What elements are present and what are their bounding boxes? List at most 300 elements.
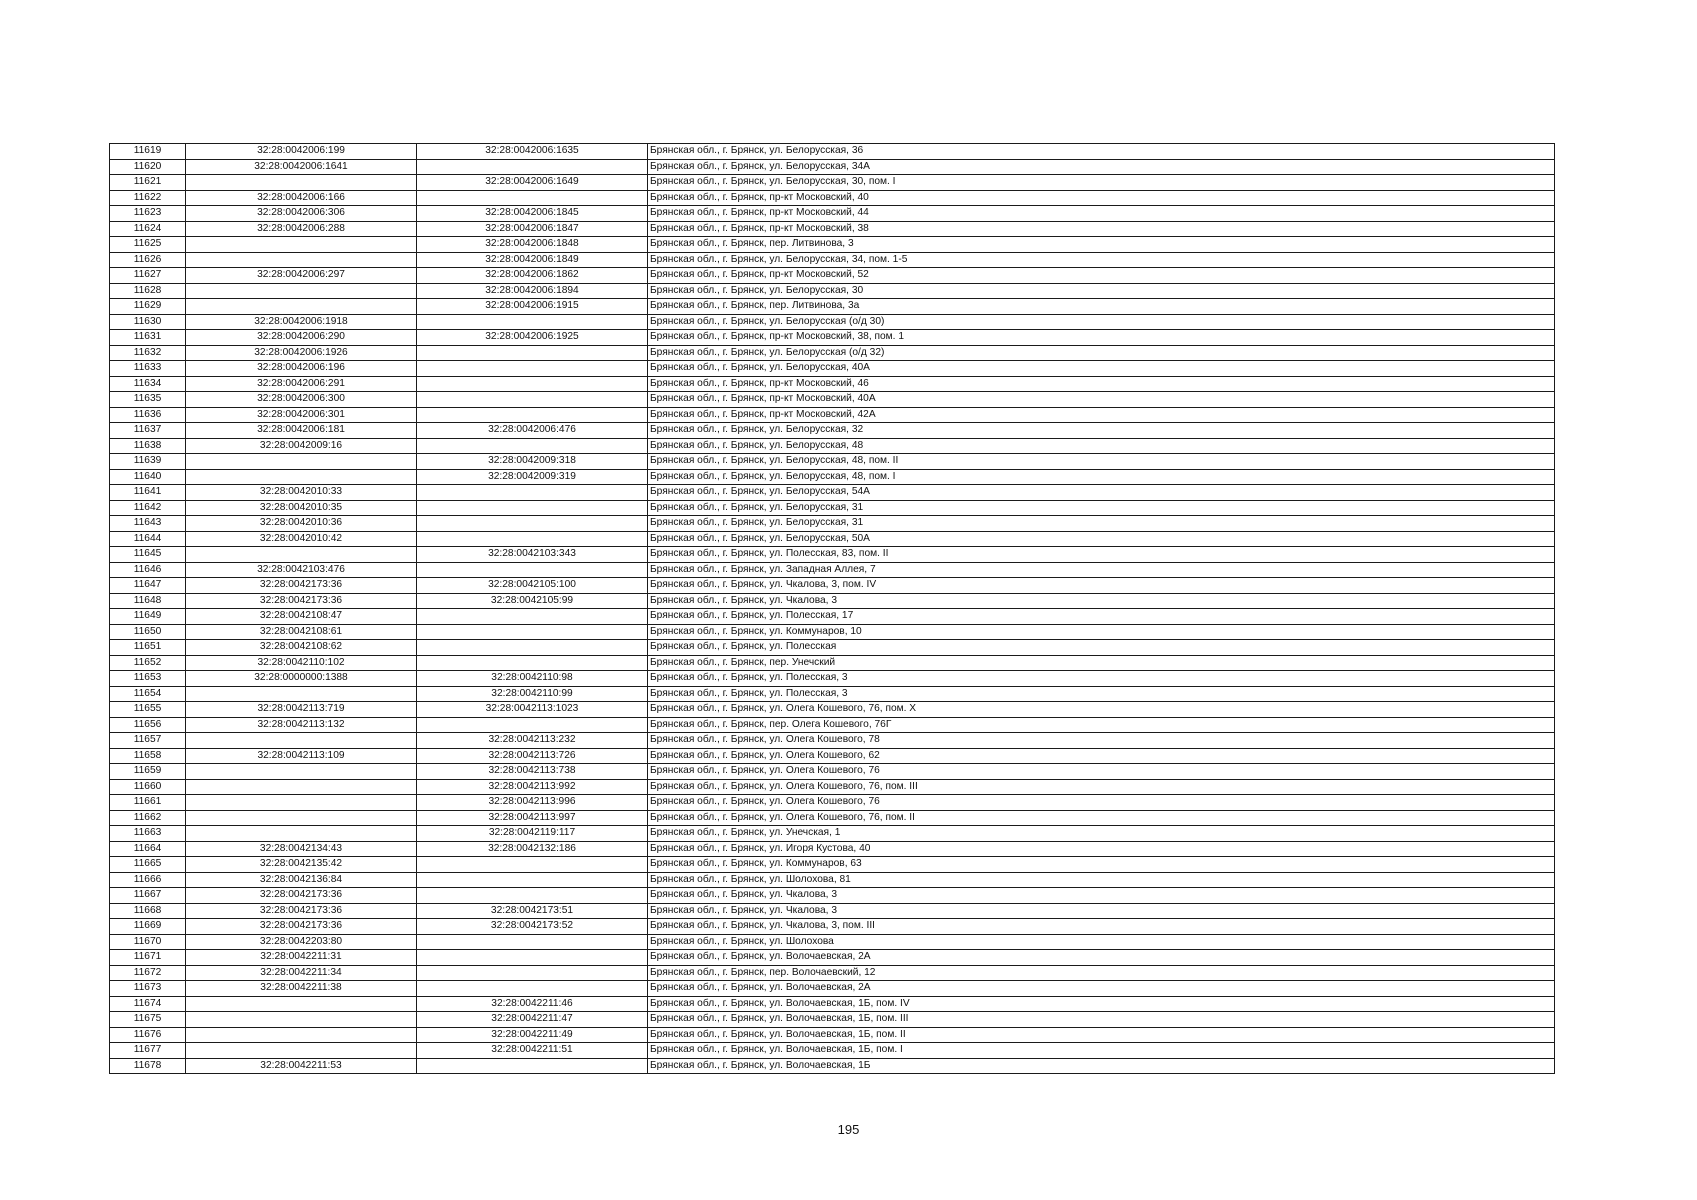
address-cell: Брянская обл., г. Брянск, ул. Белорусская (о/д 32)	[648, 345, 1555, 361]
table-row	[110, 903, 1555, 919]
row-number-cell: 11623	[110, 206, 186, 222]
address-cell: Брянская обл., г. Брянск, ул. Полесская	[648, 640, 1555, 656]
related-cadastral-number-cell: 32:28:0042006:1635	[417, 144, 648, 160]
table-row	[110, 609, 1555, 625]
cadastral-number-cell: 32:28:0042113:109	[186, 748, 417, 764]
address-cell: Брянская обл., г. Брянск, ул. Чкалова, 3, пом. IV	[648, 578, 1555, 594]
address-cell: Брянская обл., г. Брянск, ул. Олега Кошевого, 76	[648, 795, 1555, 811]
table-row	[110, 872, 1555, 888]
related-cadastral-number-cell	[417, 531, 648, 547]
address-cell: Брянская обл., г. Брянск, ул. Волочаевская, 1Б, пом. I	[648, 1043, 1555, 1059]
address-cell: Брянская обл., г. Брянск, пр-кт Московский, 46	[648, 376, 1555, 392]
table-row	[110, 423, 1555, 439]
related-cadastral-number-cell	[417, 965, 648, 981]
table-row	[110, 779, 1555, 795]
table-row	[110, 671, 1555, 687]
table-row	[110, 841, 1555, 857]
page-number: 195	[837, 1122, 860, 1137]
cadastral-number-cell: 32:28:0042136:84	[186, 872, 417, 888]
table-row	[110, 190, 1555, 206]
row-number-cell: 11636	[110, 407, 186, 423]
address-cell: Брянская обл., г. Брянск, пер. Олега Кошевого, 76Г	[648, 717, 1555, 733]
row-number-cell: 11651	[110, 640, 186, 656]
cadastral-number-cell: 32:28:0042006:1918	[186, 314, 417, 330]
address-cell: Брянская обл., г. Брянск, ул. Белорусская, 32	[648, 423, 1555, 439]
row-number-cell: 11646	[110, 562, 186, 578]
related-cadastral-number-cell	[417, 392, 648, 408]
address-cell: Брянская обл., г. Брянск, ул. Белорусская, 54А	[648, 485, 1555, 501]
cadastral-number-cell: 32:28:0042006:291	[186, 376, 417, 392]
row-number-cell: 11667	[110, 888, 186, 904]
related-cadastral-number-cell: 32:28:0042006:476	[417, 423, 648, 439]
cadastral-number-cell: 32:28:0042006:1641	[186, 159, 417, 175]
related-cadastral-number-cell	[417, 361, 648, 377]
related-cadastral-number-cell	[417, 562, 648, 578]
table-row	[110, 965, 1555, 981]
row-number-cell: 11632	[110, 345, 186, 361]
related-cadastral-number-cell: 32:28:0042113:232	[417, 733, 648, 749]
cadastral-number-cell: 32:28:0042006:306	[186, 206, 417, 222]
table-row	[110, 810, 1555, 826]
address-cell: Брянская обл., г. Брянск, ул. Белорусская, 31	[648, 500, 1555, 516]
related-cadastral-number-cell: 32:28:0042113:726	[417, 748, 648, 764]
cadastral-number-cell: 32:28:0042173:36	[186, 593, 417, 609]
table-row	[110, 516, 1555, 532]
row-number-cell: 11630	[110, 314, 186, 330]
cadastral-number-cell	[186, 237, 417, 253]
address-cell: Брянская обл., г. Брянск, ул. Волочаевская, 1Б, пом. II	[648, 1027, 1555, 1043]
table-row	[110, 500, 1555, 516]
row-number-cell: 11622	[110, 190, 186, 206]
address-cell: Брянская обл., г. Брянск, ул. Белорусская (о/д 30)	[648, 314, 1555, 330]
cadastral-number-cell: 32:28:0042108:47	[186, 609, 417, 625]
cadastral-number-cell	[186, 469, 417, 485]
address-cell: Брянская обл., г. Брянск, ул. Белорусская, 34, пом. 1-5	[648, 252, 1555, 268]
related-cadastral-number-cell: 32:28:0042006:1862	[417, 268, 648, 284]
row-number-cell: 11659	[110, 764, 186, 780]
related-cadastral-number-cell: 32:28:0042211:49	[417, 1027, 648, 1043]
related-cadastral-number-cell	[417, 857, 648, 873]
related-cadastral-number-cell: 32:28:0042009:319	[417, 469, 648, 485]
table-row	[110, 655, 1555, 671]
related-cadastral-number-cell: 32:28:0042105:100	[417, 578, 648, 594]
table-row	[110, 299, 1555, 315]
row-number-cell: 11643	[110, 516, 186, 532]
table-row	[110, 469, 1555, 485]
related-cadastral-number-cell	[417, 888, 648, 904]
row-number-cell: 11670	[110, 934, 186, 950]
address-cell: Брянская обл., г. Брянск, ул. Белорусская, 31	[648, 516, 1555, 532]
cadastral-number-cell: 32:28:0042211:53	[186, 1058, 417, 1074]
table-row	[110, 578, 1555, 594]
row-number-cell: 11661	[110, 795, 186, 811]
table-row	[110, 733, 1555, 749]
row-number-cell: 11634	[110, 376, 186, 392]
address-cell: Брянская обл., г. Брянск, пр-кт Московский, 52	[648, 268, 1555, 284]
related-cadastral-number-cell	[417, 950, 648, 966]
cadastral-number-cell	[186, 299, 417, 315]
row-number-cell: 11619	[110, 144, 186, 160]
related-cadastral-number-cell: 32:28:0042006:1894	[417, 283, 648, 299]
related-cadastral-number-cell: 32:28:0042113:738	[417, 764, 648, 780]
table-row	[110, 392, 1555, 408]
related-cadastral-number-cell	[417, 934, 648, 950]
address-cell: Брянская обл., г. Брянск, ул. Полесская, 83, пом. II	[648, 547, 1555, 563]
cadastral-number-cell: 32:28:0042009:16	[186, 438, 417, 454]
row-number-cell: 11657	[110, 733, 186, 749]
row-number-cell: 11649	[110, 609, 186, 625]
row-number-cell: 11638	[110, 438, 186, 454]
cadastral-number-cell: 32:28:0042006:290	[186, 330, 417, 346]
table-row	[110, 919, 1555, 935]
cadastral-number-cell	[186, 810, 417, 826]
table-row	[110, 702, 1555, 718]
cadastral-number-cell: 32:28:0042211:34	[186, 965, 417, 981]
table-row	[110, 175, 1555, 191]
address-cell: Брянская обл., г. Брянск, пр-кт Московский, 38	[648, 221, 1555, 237]
cadastral-number-cell	[186, 779, 417, 795]
address-cell: Брянская обл., г. Брянск, ул. Белорусская, 30	[648, 283, 1555, 299]
related-cadastral-number-cell: 32:28:0042211:46	[417, 996, 648, 1012]
row-number-cell: 11637	[110, 423, 186, 439]
related-cadastral-number-cell: 32:28:0042113:997	[417, 810, 648, 826]
cadastral-number-cell	[186, 795, 417, 811]
cadastral-number-cell: 32:28:0042006:181	[186, 423, 417, 439]
address-cell: Брянская обл., г. Брянск, ул. Волочаевская, 1Б, пом. IV	[648, 996, 1555, 1012]
related-cadastral-number-cell: 32:28:0042105:99	[417, 593, 648, 609]
cadastral-number-cell	[186, 175, 417, 191]
cadastral-number-cell: 32:28:0042110:102	[186, 655, 417, 671]
cadastral-number-cell: 32:28:0042006:199	[186, 144, 417, 160]
related-cadastral-number-cell: 32:28:0042113:992	[417, 779, 648, 795]
table-row	[110, 717, 1555, 733]
table-row	[110, 206, 1555, 222]
table-row	[110, 283, 1555, 299]
related-cadastral-number-cell	[417, 159, 648, 175]
row-number-cell: 11627	[110, 268, 186, 284]
cadastral-number-cell	[186, 1027, 417, 1043]
address-cell: Брянская обл., г. Брянск, ул. Олега Кошевого, 76, пом. III	[648, 779, 1555, 795]
related-cadastral-number-cell: 32:28:0042173:51	[417, 903, 648, 919]
row-number-cell: 11666	[110, 872, 186, 888]
address-cell: Брянская обл., г. Брянск, пер. Литвинова, 3	[648, 237, 1555, 253]
address-cell: Брянская обл., г. Брянск, ул. Белорусская, 36	[648, 144, 1555, 160]
table-row	[110, 314, 1555, 330]
cadastral-number-cell: 32:28:0042108:61	[186, 624, 417, 640]
address-cell: Брянская обл., г. Брянск, ул. Коммунаров, 10	[648, 624, 1555, 640]
related-cadastral-number-cell: 32:28:0042110:98	[417, 671, 648, 687]
table-row	[110, 624, 1555, 640]
cadastral-number-cell	[186, 252, 417, 268]
related-cadastral-number-cell: 32:28:0042006:1925	[417, 330, 648, 346]
related-cadastral-number-cell: 32:28:0042113:1023	[417, 702, 648, 718]
table-row	[110, 407, 1555, 423]
address-cell: Брянская обл., г. Брянск, ул. Волочаевская, 1Б, пом. III	[648, 1012, 1555, 1028]
related-cadastral-number-cell: 32:28:0042103:343	[417, 547, 648, 563]
cadastral-number-cell	[186, 733, 417, 749]
related-cadastral-number-cell	[417, 314, 648, 330]
table-row	[110, 438, 1555, 454]
table-row	[110, 748, 1555, 764]
row-number-cell: 11620	[110, 159, 186, 175]
address-cell: Брянская обл., г. Брянск, ул. Коммунаров, 63	[648, 857, 1555, 873]
row-number-cell: 11675	[110, 1012, 186, 1028]
row-number-cell: 11655	[110, 702, 186, 718]
table-row	[110, 547, 1555, 563]
address-cell: Брянская обл., г. Брянск, ул. Шолохова	[648, 934, 1555, 950]
table-row	[110, 144, 1555, 160]
cadastral-number-cell: 32:28:0042006:300	[186, 392, 417, 408]
address-cell: Брянская обл., г. Брянск, пр-кт Московский, 44	[648, 206, 1555, 222]
address-cell: Брянская обл., г. Брянск, ул. Белорусская, 48, пом. I	[648, 469, 1555, 485]
cadastral-number-cell	[186, 547, 417, 563]
address-cell: Брянская обл., г. Брянск, пр-кт Московский, 40А	[648, 392, 1555, 408]
cadastral-number-cell	[186, 996, 417, 1012]
address-cell: Брянская обл., г. Брянск, ул. Белорусская, 50А	[648, 531, 1555, 547]
row-number-cell: 11628	[110, 283, 186, 299]
address-cell: Брянская обл., г. Брянск, ул. Полесская, 17	[648, 609, 1555, 625]
cadastral-number-cell: 32:28:0042113:132	[186, 717, 417, 733]
address-cell: Брянская обл., г. Брянск, ул. Чкалова, 3, пом. III	[648, 919, 1555, 935]
table-row	[110, 531, 1555, 547]
table-row	[110, 996, 1555, 1012]
address-cell: Брянская обл., г. Брянск, ул. Волочаевская, 2А	[648, 950, 1555, 966]
related-cadastral-number-cell	[417, 640, 648, 656]
related-cadastral-number-cell	[417, 655, 648, 671]
cadastral-number-cell: 32:28:0042006:196	[186, 361, 417, 377]
related-cadastral-number-cell: 32:28:0042173:52	[417, 919, 648, 935]
row-number-cell: 11640	[110, 469, 186, 485]
cadastral-number-cell: 32:28:0042173:36	[186, 903, 417, 919]
table-row	[110, 686, 1555, 702]
cadastral-number-cell: 32:28:0042135:42	[186, 857, 417, 873]
row-number-cell: 11633	[110, 361, 186, 377]
address-cell: Брянская обл., г. Брянск, пр-кт Московский, 40	[648, 190, 1555, 206]
row-number-cell: 11641	[110, 485, 186, 501]
related-cadastral-number-cell: 32:28:0042006:1849	[417, 252, 648, 268]
related-cadastral-number-cell	[417, 609, 648, 625]
cadastral-number-cell: 32:28:0042211:38	[186, 981, 417, 997]
related-cadastral-number-cell	[417, 376, 648, 392]
address-cell: Брянская обл., г. Брянск, ул. Волочаевская, 2А	[648, 981, 1555, 997]
table-row	[110, 950, 1555, 966]
cadastral-number-cell: 32:28:0042203:80	[186, 934, 417, 950]
address-cell: Брянская обл., г. Брянск, ул. Олега Кошевого, 76, пом. X	[648, 702, 1555, 718]
cadastral-number-cell: 32:28:0042006:288	[186, 221, 417, 237]
address-cell: Брянская обл., г. Брянск, ул. Унечская, 1	[648, 826, 1555, 842]
row-number-cell: 11642	[110, 500, 186, 516]
related-cadastral-number-cell: 32:28:0042113:996	[417, 795, 648, 811]
row-number-cell: 11645	[110, 547, 186, 563]
related-cadastral-number-cell	[417, 438, 648, 454]
row-number-cell: 11650	[110, 624, 186, 640]
related-cadastral-number-cell	[417, 624, 648, 640]
related-cadastral-number-cell: 32:28:0042006:1848	[417, 237, 648, 253]
related-cadastral-number-cell	[417, 1058, 648, 1074]
cadastral-number-cell: 32:28:0042173:36	[186, 888, 417, 904]
address-cell: Брянская обл., г. Брянск, ул. Белорусская, 48, пом. II	[648, 454, 1555, 470]
cadastral-number-cell: 32:28:0042211:31	[186, 950, 417, 966]
cadastral-number-cell	[186, 454, 417, 470]
related-cadastral-number-cell: 32:28:0042211:51	[417, 1043, 648, 1059]
related-cadastral-number-cell: 32:28:0042006:1847	[417, 221, 648, 237]
cadastral-number-cell: 32:28:0042010:35	[186, 500, 417, 516]
address-cell: Брянская обл., г. Брянск, ул. Олега Кошевого, 78	[648, 733, 1555, 749]
cadastral-number-cell: 32:28:0042103:476	[186, 562, 417, 578]
row-number-cell: 11660	[110, 779, 186, 795]
table-row	[110, 159, 1555, 175]
table-row	[110, 764, 1555, 780]
table-row	[110, 795, 1555, 811]
address-cell: Брянская обл., г. Брянск, ул. Полесская, 3	[648, 671, 1555, 687]
related-cadastral-number-cell	[417, 407, 648, 423]
table-row	[110, 857, 1555, 873]
row-number-cell: 11677	[110, 1043, 186, 1059]
row-number-cell: 11625	[110, 237, 186, 253]
related-cadastral-number-cell	[417, 500, 648, 516]
registry-table-body	[110, 144, 1555, 1074]
row-number-cell: 11672	[110, 965, 186, 981]
row-number-cell: 11676	[110, 1027, 186, 1043]
table-row	[110, 485, 1555, 501]
address-cell: Брянская обл., г. Брянск, пр-кт Московский, 42А	[648, 407, 1555, 423]
address-cell: Брянская обл., г. Брянск, ул. Белорусская, 30, пом. I	[648, 175, 1555, 191]
cadastral-number-cell	[186, 826, 417, 842]
row-number-cell: 11644	[110, 531, 186, 547]
row-number-cell: 11648	[110, 593, 186, 609]
row-number-cell: 11678	[110, 1058, 186, 1074]
cadastral-number-cell: 32:28:0042006:166	[186, 190, 417, 206]
table-row	[110, 562, 1555, 578]
table-row	[110, 981, 1555, 997]
table-row	[110, 237, 1555, 253]
cadastral-number-cell	[186, 1043, 417, 1059]
related-cadastral-number-cell	[417, 981, 648, 997]
row-number-cell: 11669	[110, 919, 186, 935]
address-cell: Брянская обл., г. Брянск, ул. Полесская, 3	[648, 686, 1555, 702]
table-row	[110, 252, 1555, 268]
row-number-cell: 11629	[110, 299, 186, 315]
cadastral-number-cell: 32:28:0042006:301	[186, 407, 417, 423]
related-cadastral-number-cell	[417, 516, 648, 532]
row-number-cell: 11664	[110, 841, 186, 857]
row-number-cell: 11656	[110, 717, 186, 733]
row-number-cell: 11639	[110, 454, 186, 470]
cadastral-number-cell: 32:28:0042010:33	[186, 485, 417, 501]
row-number-cell: 11652	[110, 655, 186, 671]
property-registry-table	[109, 143, 1555, 1074]
table-row	[110, 826, 1555, 842]
table-row	[110, 221, 1555, 237]
address-cell: Брянская обл., г. Брянск, ул. Олега Кошевого, 76, пом. II	[648, 810, 1555, 826]
table-row	[110, 1027, 1555, 1043]
table-row	[110, 934, 1555, 950]
related-cadastral-number-cell	[417, 717, 648, 733]
table-row	[110, 345, 1555, 361]
table-row	[110, 593, 1555, 609]
table-row	[110, 454, 1555, 470]
row-number-cell: 11647	[110, 578, 186, 594]
row-number-cell: 11673	[110, 981, 186, 997]
cadastral-number-cell: 32:28:0042010:42	[186, 531, 417, 547]
cadastral-number-cell: 32:28:0000000:1388	[186, 671, 417, 687]
row-number-cell: 11662	[110, 810, 186, 826]
cadastral-number-cell	[186, 764, 417, 780]
address-cell: Брянская обл., г. Брянск, пер. Волочаевский, 12	[648, 965, 1555, 981]
related-cadastral-number-cell	[417, 872, 648, 888]
cadastral-number-cell	[186, 1012, 417, 1028]
related-cadastral-number-cell: 32:28:0042006:1845	[417, 206, 648, 222]
address-cell: Брянская обл., г. Брянск, ул. Шолохова, 81	[648, 872, 1555, 888]
related-cadastral-number-cell: 32:28:0042009:318	[417, 454, 648, 470]
related-cadastral-number-cell	[417, 345, 648, 361]
address-cell: Брянская обл., г. Брянск, пер. Унечский	[648, 655, 1555, 671]
row-number-cell: 11671	[110, 950, 186, 966]
address-cell: Брянская обл., г. Брянск, пер. Литвинова, 3а	[648, 299, 1555, 315]
related-cadastral-number-cell: 32:28:0042006:1915	[417, 299, 648, 315]
table-row	[110, 361, 1555, 377]
related-cadastral-number-cell	[417, 190, 648, 206]
related-cadastral-number-cell: 32:28:0042006:1649	[417, 175, 648, 191]
row-number-cell: 11631	[110, 330, 186, 346]
address-cell: Брянская обл., г. Брянск, ул. Олега Кошевого, 76	[648, 764, 1555, 780]
related-cadastral-number-cell: 32:28:0042119:117	[417, 826, 648, 842]
cadastral-number-cell: 32:28:0042010:36	[186, 516, 417, 532]
row-number-cell: 11626	[110, 252, 186, 268]
row-number-cell: 11621	[110, 175, 186, 191]
table-row	[110, 1012, 1555, 1028]
row-number-cell: 11665	[110, 857, 186, 873]
row-number-cell: 11635	[110, 392, 186, 408]
row-number-cell: 11653	[110, 671, 186, 687]
address-cell: Брянская обл., г. Брянск, ул. Чкалова, 3	[648, 593, 1555, 609]
cadastral-number-cell: 32:28:0042113:719	[186, 702, 417, 718]
address-cell: Брянская обл., г. Брянск, ул. Западная Аллея, 7	[648, 562, 1555, 578]
table-row	[110, 268, 1555, 284]
related-cadastral-number-cell: 32:28:0042211:47	[417, 1012, 648, 1028]
table-row	[110, 888, 1555, 904]
cadastral-number-cell	[186, 686, 417, 702]
cadastral-number-cell: 32:28:0042173:36	[186, 578, 417, 594]
address-cell: Брянская обл., г. Брянск, ул. Волочаевская, 1Б	[648, 1058, 1555, 1074]
row-number-cell: 11658	[110, 748, 186, 764]
row-number-cell: 11654	[110, 686, 186, 702]
address-cell: Брянская обл., г. Брянск, ул. Чкалова, 3	[648, 888, 1555, 904]
related-cadastral-number-cell: 32:28:0042110:99	[417, 686, 648, 702]
address-cell: Брянская обл., г. Брянск, ул. Белорусская, 40А	[648, 361, 1555, 377]
cadastral-number-cell: 32:28:0042134:43	[186, 841, 417, 857]
cadastral-number-cell: 32:28:0042108:62	[186, 640, 417, 656]
row-number-cell: 11663	[110, 826, 186, 842]
address-cell: Брянская обл., г. Брянск, ул. Белорусская, 34А	[648, 159, 1555, 175]
address-cell: Брянская обл., г. Брянск, ул. Олега Кошевого, 62	[648, 748, 1555, 764]
row-number-cell: 11624	[110, 221, 186, 237]
table-row	[110, 330, 1555, 346]
cadastral-number-cell	[186, 283, 417, 299]
related-cadastral-number-cell: 32:28:0042132:186	[417, 841, 648, 857]
cadastral-number-cell: 32:28:0042006:1926	[186, 345, 417, 361]
address-cell: Брянская обл., г. Брянск, ул. Чкалова, 3	[648, 903, 1555, 919]
cadastral-number-cell: 32:28:0042006:297	[186, 268, 417, 284]
cadastral-number-cell: 32:28:0042173:36	[186, 919, 417, 935]
related-cadastral-number-cell	[417, 485, 648, 501]
row-number-cell: 11674	[110, 996, 186, 1012]
table-row	[110, 1058, 1555, 1074]
address-cell: Брянская обл., г. Брянск, пр-кт Московский, 38, пом. 1	[648, 330, 1555, 346]
table-row	[110, 1043, 1555, 1059]
table-row	[110, 376, 1555, 392]
table-row	[110, 640, 1555, 656]
